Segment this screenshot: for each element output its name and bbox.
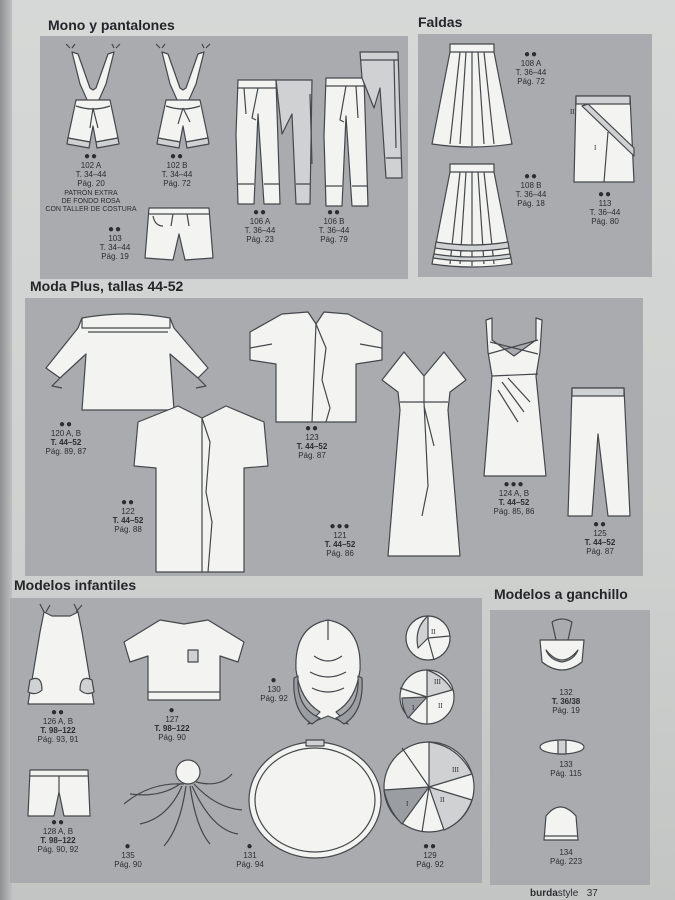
- svg-text:II: II: [570, 108, 575, 116]
- brand-logo: burda: [530, 888, 558, 899]
- label-126: ●● 126 A, B T. 98–122 Pág. 93, 91: [37, 707, 79, 744]
- jumpsuit-102b-drawing: [148, 44, 218, 154]
- dress-124-drawing: [478, 312, 554, 480]
- svg-text:II: II: [438, 702, 443, 710]
- label-128: ●● 128 A, B T. 98–122 Pág. 90, 92: [37, 817, 79, 854]
- label-123: ●● 123 T. 44–52 Pág. 87: [296, 423, 328, 460]
- label-103: ●● 103 T. 34–44 Pág. 19: [99, 224, 131, 261]
- label-106b: ●● 106 B T. 36–44 Pág. 79: [318, 207, 350, 244]
- label-124: ●●● 124 A, B T. 44–52 Pág. 85, 86: [493, 479, 535, 516]
- section-title-plus: Moda Plus, tallas 44-52: [30, 278, 184, 294]
- section-title-ganchillo: Modelos a ganchillo: [494, 586, 628, 602]
- ball-medium-drawing: [398, 668, 456, 726]
- shorts-128-drawing: [26, 766, 92, 820]
- label-122: ●● 122 T. 44–52 Pág. 88: [112, 497, 144, 534]
- trousers-106a-drawing: [234, 74, 318, 208]
- svg-text:III: III: [434, 678, 441, 686]
- page-number: 37: [586, 888, 598, 899]
- label-120: ●● 120 A, B T. 44–52 Pág. 89, 87: [45, 419, 87, 456]
- jumpsuit-102a-drawing: [58, 44, 128, 154]
- trousers-106b-drawing: [322, 48, 406, 210]
- label-130: ● 130 Pág. 92: [260, 675, 288, 703]
- label-135: ● 135 Pág. 90: [114, 841, 142, 869]
- skirt-108b-drawing: [430, 160, 514, 272]
- label-108b: ●● 108 B T. 36–44 Pág. 18: [515, 171, 547, 208]
- svg-text:II: II: [431, 628, 436, 636]
- label-106a: ●● 106 A T. 36–44 Pág. 23: [244, 207, 276, 244]
- label-121: ●●● 121 T. 44–52 Pág. 86: [324, 521, 356, 558]
- label-102b: ●● 102 B T. 34–44 Pág. 72: [161, 151, 193, 188]
- label-125: ●● 125 T. 44–52 Pág. 87: [584, 519, 616, 556]
- svg-text:II: II: [440, 796, 445, 804]
- svg-text:I: I: [406, 800, 409, 808]
- shorts-103-drawing: [143, 200, 215, 264]
- svg-text:I: I: [594, 144, 597, 152]
- svg-text:III: III: [452, 766, 459, 774]
- label-131: ● 131 Pág. 94: [236, 841, 264, 869]
- ball-large-drawing: [382, 740, 476, 834]
- section-title-mono: Mono y pantalones: [48, 17, 175, 33]
- skirt-113-drawing: [568, 92, 640, 188]
- dress-126-drawing: [24, 604, 98, 708]
- label-108a: ●● 108 A T. 36–44 Pág. 72: [515, 49, 547, 86]
- fish-bag-130-drawing: [290, 616, 368, 728]
- brand-logo-suffix: style: [557, 888, 579, 899]
- octopus-135-drawing: [120, 758, 248, 854]
- jacket-122-drawing: [132, 402, 272, 576]
- label-129: ●● 129 Pág. 92: [416, 841, 444, 869]
- label-133: 133 Pág. 115: [550, 760, 582, 778]
- section-title-faldas: Faldas: [418, 14, 463, 30]
- ball-small-drawing: [404, 614, 452, 662]
- skirt-108a-drawing: [430, 40, 514, 152]
- trousers-125-drawing: [562, 384, 634, 520]
- blouse-123-drawing: [246, 308, 386, 426]
- crochet-top-132-drawing: [534, 618, 590, 682]
- patron-extra-note: PATRÓN EXTRA DE FONDO ROSA CON TALLER DE COSTURA: [45, 190, 137, 213]
- label-102a: ●● 102 A T. 34–44 Pág. 20: [75, 151, 107, 188]
- tshirt-127-drawing: [122, 616, 246, 706]
- label-132: 132 T. 36/38 Pág. 19: [551, 688, 581, 715]
- section-title-infantiles: Modelos infantiles: [14, 577, 137, 593]
- label-127: ● 127 T. 98–122 Pág. 90: [154, 705, 190, 742]
- page-footer: [530, 888, 598, 899]
- crochet-hat-134-drawing: [538, 800, 584, 846]
- svg-text:I: I: [412, 704, 415, 712]
- dress-121-drawing: [378, 346, 470, 558]
- label-134: 134 Pág. 223: [549, 848, 583, 866]
- label-113: ●● 113 T. 36–44 Pág. 80: [589, 189, 621, 226]
- crochet-headband-133-drawing: [538, 736, 586, 758]
